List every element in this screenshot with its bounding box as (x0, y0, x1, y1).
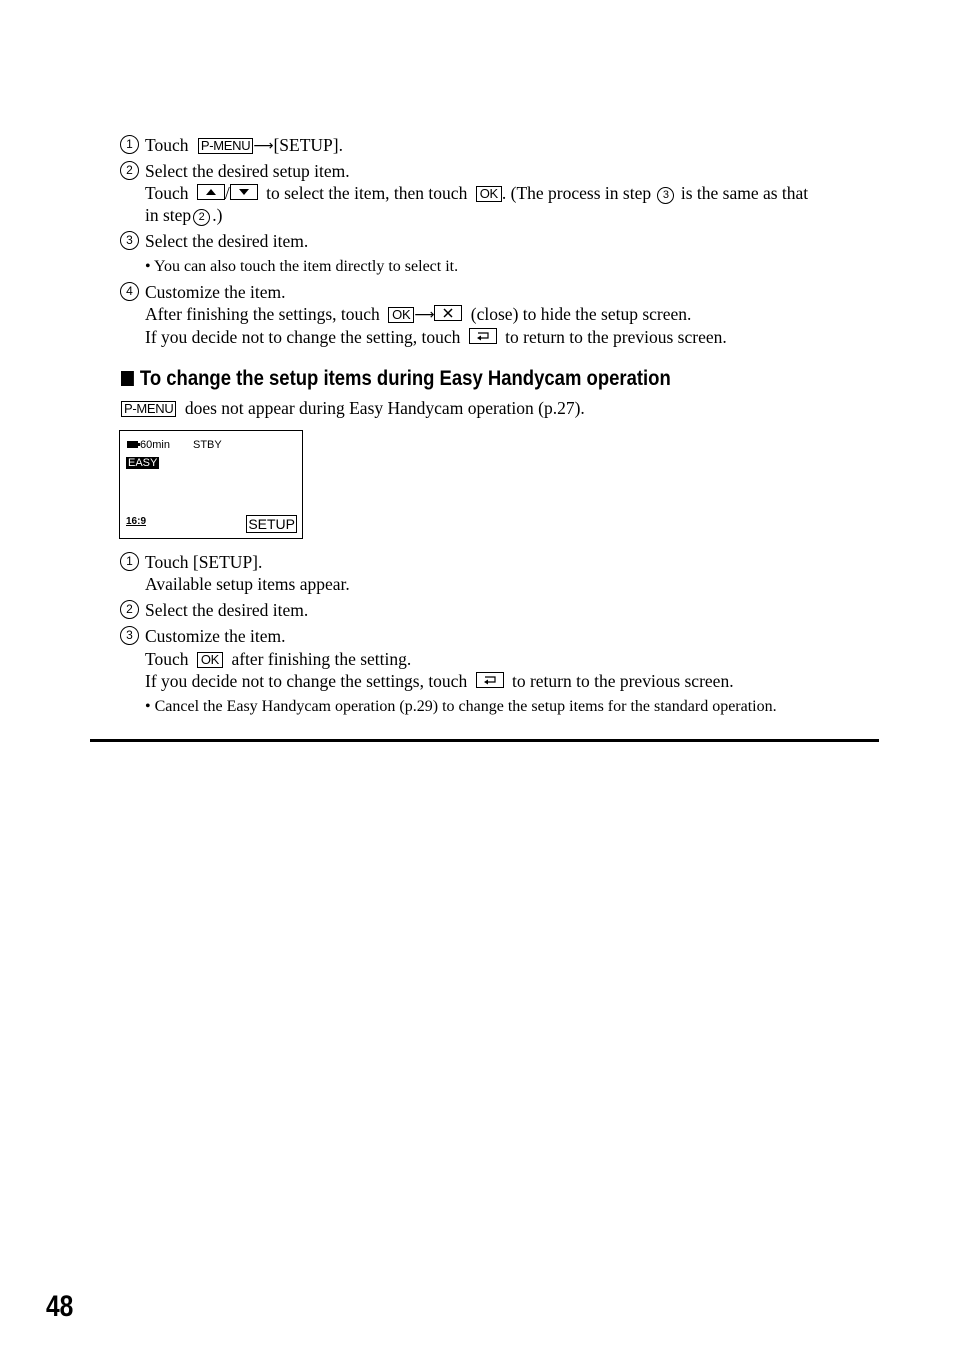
setup-button[interactable]: SETUP (248, 516, 295, 532)
battery-icon (126, 440, 140, 449)
s2-step1-title: Touch [SETUP]. (145, 552, 263, 572)
battery-indicator: 60min (126, 439, 170, 451)
p-menu-key: P-MENU (198, 138, 253, 154)
ok-key: OK (197, 652, 223, 668)
step2-line2: Touch / to select the item, then touch OK . (The process in step 3 is the same as that (145, 183, 809, 203)
s2-step3-note: • Cancel the Easy Handycam operation (p.29) to change the setup items for the standard operation. (145, 698, 777, 715)
step-number-3: 3 (120, 626, 139, 645)
inline-step-number: 2 (193, 209, 210, 226)
step-number-2: 2 (120, 161, 139, 180)
setup-text: [SETUP]. (273, 135, 343, 155)
step4-title: Customize the item. (145, 282, 286, 302)
s2-step2-title: Select the desired item. (145, 600, 309, 620)
easy-badge: EASY (128, 457, 158, 469)
bullet: • (145, 698, 151, 715)
step-number-2: 2 (120, 600, 139, 619)
step-number-3: 3 (120, 231, 139, 250)
square-bullet-icon (121, 371, 134, 386)
aspect-ratio-indicator: 16:9 (126, 516, 147, 527)
bullet: • (145, 258, 151, 275)
s2-step3-line2: Touch OK after finishing the setting. (145, 649, 412, 669)
arrow-right-icon: ⟶ (253, 138, 274, 154)
step-number-1: 1 (120, 552, 139, 571)
s2-step3-line3: If you decide not to change the settings, touch to return to the previous screen. (145, 671, 734, 691)
down-arrow-key-icon (230, 184, 258, 200)
step1-text: Touch (145, 135, 189, 155)
close-key-icon (434, 305, 462, 321)
easy-note-line: P-MENU does not appear during Easy Handycam operation (p.27). (121, 397, 585, 419)
step4-line2: After finishing the settings, touch OK ⟶ (close) to hide the setup screen. (145, 304, 692, 324)
s2-step3-title: Customize the item. (145, 626, 286, 646)
inline-step-number: 3 (657, 187, 674, 204)
s2-step1-line2: Available setup items appear. (145, 574, 350, 594)
step-number-1: 1 (120, 135, 139, 154)
return-key-icon (469, 328, 497, 344)
up-arrow-key-icon (197, 184, 225, 200)
step3-note: • You can also touch the item directly to select it. (145, 258, 459, 275)
step2-title: Select the desired setup item. (145, 161, 350, 181)
ok-key: OK (476, 186, 502, 202)
p-menu-key: P-MENU (121, 401, 176, 417)
arrow-right-icon: ⟶ (414, 307, 435, 323)
stby-status: STBY (193, 439, 222, 451)
step3-title: Select the desired item. (145, 231, 309, 251)
ok-key: OK (388, 307, 414, 323)
horizontal-rule (90, 739, 879, 742)
return-key-icon (476, 672, 504, 688)
step2-line3: in step 2 .) (145, 205, 223, 225)
step4-line3: If you decide not to change the setting, touch to return to the previous screen. (145, 327, 727, 347)
section-heading: To change the setup items during Easy Handycam operation (121, 365, 671, 391)
step1-line (145, 134, 343, 157)
lcd-screen-illustration (119, 430, 303, 539)
page-number: 48 (46, 1290, 74, 1323)
step-number-4: 4 (120, 282, 139, 301)
